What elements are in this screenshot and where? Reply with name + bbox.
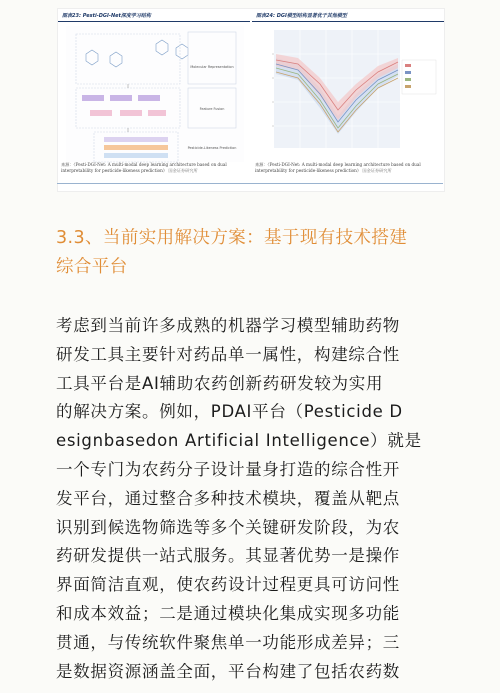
- body-line: 界面简洁直观，使农药设计过程更具可访问性: [56, 575, 400, 595]
- body-line: 的解决方案。例如，PDAI平台（Pesticide D: [56, 402, 403, 422]
- body-line: 发平台，通过整合多种技术模块，覆盖从靶点: [56, 488, 400, 508]
- section-heading: [56, 224, 456, 282]
- body-line: 贯通，与传统软件聚焦单一功能形成差异；三: [56, 632, 400, 652]
- feature-fusion-label: Feature Fusion: [199, 107, 225, 111]
- figure-24-title: 图表24: DGI模型结构显著优于其他模型: [256, 13, 347, 19]
- body-line: 药研发提供一站式服务。其显著优势一是操作: [56, 546, 400, 566]
- architecture-diagram: [64, 24, 246, 164]
- heading-line: 综合平台: [56, 257, 128, 277]
- y-axis-ticks: [272, 54, 274, 126]
- figure-24: [252, 9, 444, 191]
- molecular-representation-label: Molecular Representation: [190, 65, 234, 69]
- heading-line: 3.3、当前实用解决方案：基于现有技术搭建: [56, 228, 408, 248]
- figure-23-source-text: 《Pesti-DGI-Net: A multi-modal deep learning architecture based on dual interpretability for pesticide-likeness prediction》: [61, 162, 227, 173]
- figure-24-source: [255, 162, 441, 174]
- body-line: 是数据资源涵盖全面，平台构建了包括农药数: [56, 661, 400, 681]
- figure-24-source-org: 国金证券研究所: [362, 168, 392, 173]
- figure-23-source-org: 国金证券研究所: [168, 168, 198, 173]
- figure-23-rule: [58, 21, 250, 22]
- figure-24-source-prefix: 来源：: [255, 162, 268, 167]
- model-comparison-plot: [258, 24, 440, 164]
- prediction-label: Pesticide-Likeness Prediction: [187, 146, 237, 150]
- legend: [402, 60, 436, 94]
- figure-24-source-text: 《Pesti-DGI-Net: A multi-modal deep learning architecture based on dual interpretability for pesticide-likeness prediction》: [255, 162, 421, 173]
- body-line: 考虑到当前许多成熟的机器学习模型辅助药物: [56, 316, 400, 335]
- body-line: esignbasedon Artificial Intelligence）就是: [56, 431, 422, 451]
- body-line: 工具平台是AI辅助农药创新药研发较为实用: [56, 373, 384, 393]
- body-line: 识别到候选物筛选等多个关键研发阶段，为农: [56, 517, 400, 537]
- body-line: 和成本效益；二是通过模块化集成实现多功能: [56, 603, 400, 623]
- figure-strip: [57, 8, 445, 192]
- figure-24-rule: [252, 21, 444, 22]
- figure-23-title: 图表23: Pesti-DGI-Net深度学习结构: [62, 13, 151, 19]
- figure-23-source-prefix: 来源：: [61, 162, 74, 167]
- figure-23: [58, 9, 250, 191]
- body-paragraph: [56, 312, 452, 686]
- figure-divider: [57, 183, 443, 184]
- body-line: 研发工具主要针对药品单一属性，构建综合性: [56, 344, 400, 364]
- body-line: 一个专门为农药分子设计量身打造的综合性开: [56, 459, 400, 479]
- figure-23-source: [61, 162, 247, 174]
